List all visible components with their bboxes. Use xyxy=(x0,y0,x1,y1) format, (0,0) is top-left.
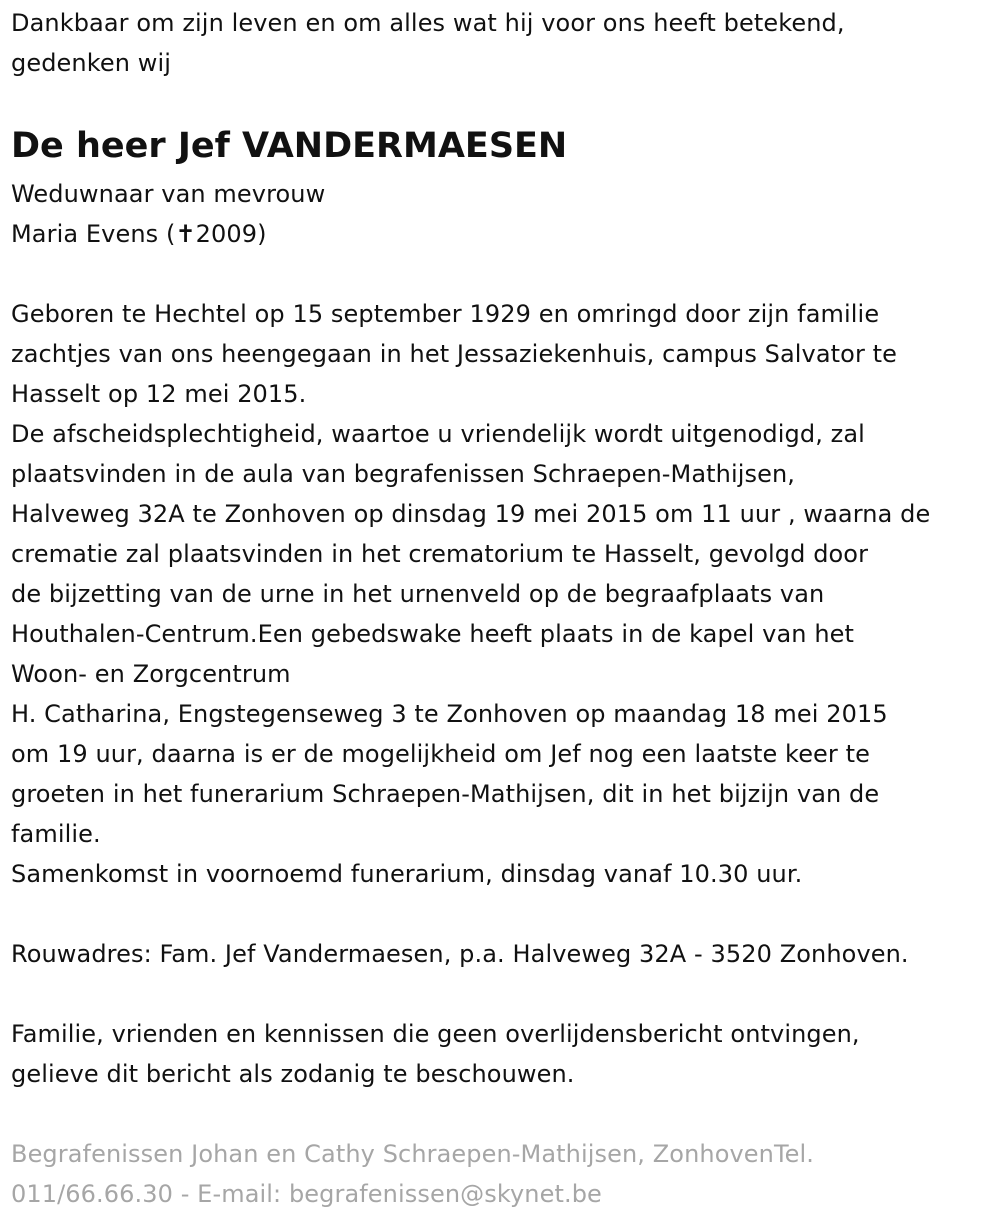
body-line: de bijzetting van de urne in het urnenveld op de begraafplaats van xyxy=(11,580,825,608)
spacer xyxy=(11,974,996,1014)
footer-line: 011/66.66.30 - E-mail: begrafenissen@skynet.be xyxy=(11,1180,602,1208)
notice-line: gelieve dit bericht als zodanig te beschouwen. xyxy=(11,1060,575,1088)
body-line: H. Catharina, Engstegenseweg 3 te Zonhoven op maandag 18 mei 2015 xyxy=(11,700,888,728)
mourning-address: Rouwadres: Fam. Jef Vandermaesen, p.a. Halveweg 32A - 3520 Zonhoven. xyxy=(11,940,909,968)
intro-line: Dankbaar om zijn leven en om alles wat hij voor ons heeft betekend, xyxy=(11,9,845,37)
notice-line: Familie, vrienden en kennissen die geen overlijdensbericht ontvingen, xyxy=(11,1020,860,1048)
obituary-body xyxy=(11,294,996,894)
spouse-name: Maria Evens ( xyxy=(11,220,176,248)
body-line: zachtjes van ons heengegaan in het Jessaziekenhuis, campus Salvator te xyxy=(11,340,898,368)
intro-text xyxy=(11,3,996,83)
body-line: groeten in het funerarium Schraepen-Mathijsen, dit in het bijzijn van de xyxy=(11,780,880,808)
body-line: Geboren te Hechtel op 15 september 1929 en omringd door zijn familie xyxy=(11,300,880,328)
body-line: Woon- en Zorgcentrum xyxy=(11,660,291,688)
death-year: 2009) xyxy=(195,220,267,248)
funeral-home-footer xyxy=(11,1134,996,1214)
body-line: familie. xyxy=(11,820,101,848)
body-line: Samenkomst in voornoemd funerarium, dinsdag vanaf 10.30 uur. xyxy=(11,860,803,888)
body-line: Houthalen-Centrum.Een gebedswake heeft plaats in de kapel van het xyxy=(11,620,855,648)
intro-line: gedenken wij xyxy=(11,49,172,77)
notice-text xyxy=(11,1014,996,1094)
footer-line: Begrafenissen Johan en Cathy Schraepen-Mathijsen, ZonhovenTel. xyxy=(11,1140,815,1168)
body-line: Hasselt op 12 mei 2015. xyxy=(11,380,307,408)
body-line: De afscheidsplechtigheid, waartoe u vriendelijk wordt uitgenodigd, zal xyxy=(11,420,865,448)
body-line: plaatsvinden in de aula van begrafenissen Schraepen-Mathijsen, xyxy=(11,460,796,488)
obituary-notice xyxy=(11,0,996,1214)
body-line: crematie zal plaatsvinden in het crematorium te Hasselt, gevolgd door xyxy=(11,540,869,568)
spacer xyxy=(11,1094,996,1134)
spacer xyxy=(11,894,996,934)
body-line: Halveweg 32A te Zonhoven op dinsdag 19 mei 2015 om 11 uur , waarna de xyxy=(11,500,931,528)
spouse-name-line xyxy=(11,214,996,254)
spouse-line: Weduwnaar van mevrouw xyxy=(11,180,326,208)
spacer xyxy=(11,254,996,294)
cross-icon: ✝ xyxy=(175,220,196,248)
body-line: om 19 uur, daarna is er de mogelijkheid om Jef nog een laatste keer te xyxy=(11,740,870,768)
deceased-name: De heer Jef VANDERMAESEN xyxy=(11,126,568,166)
